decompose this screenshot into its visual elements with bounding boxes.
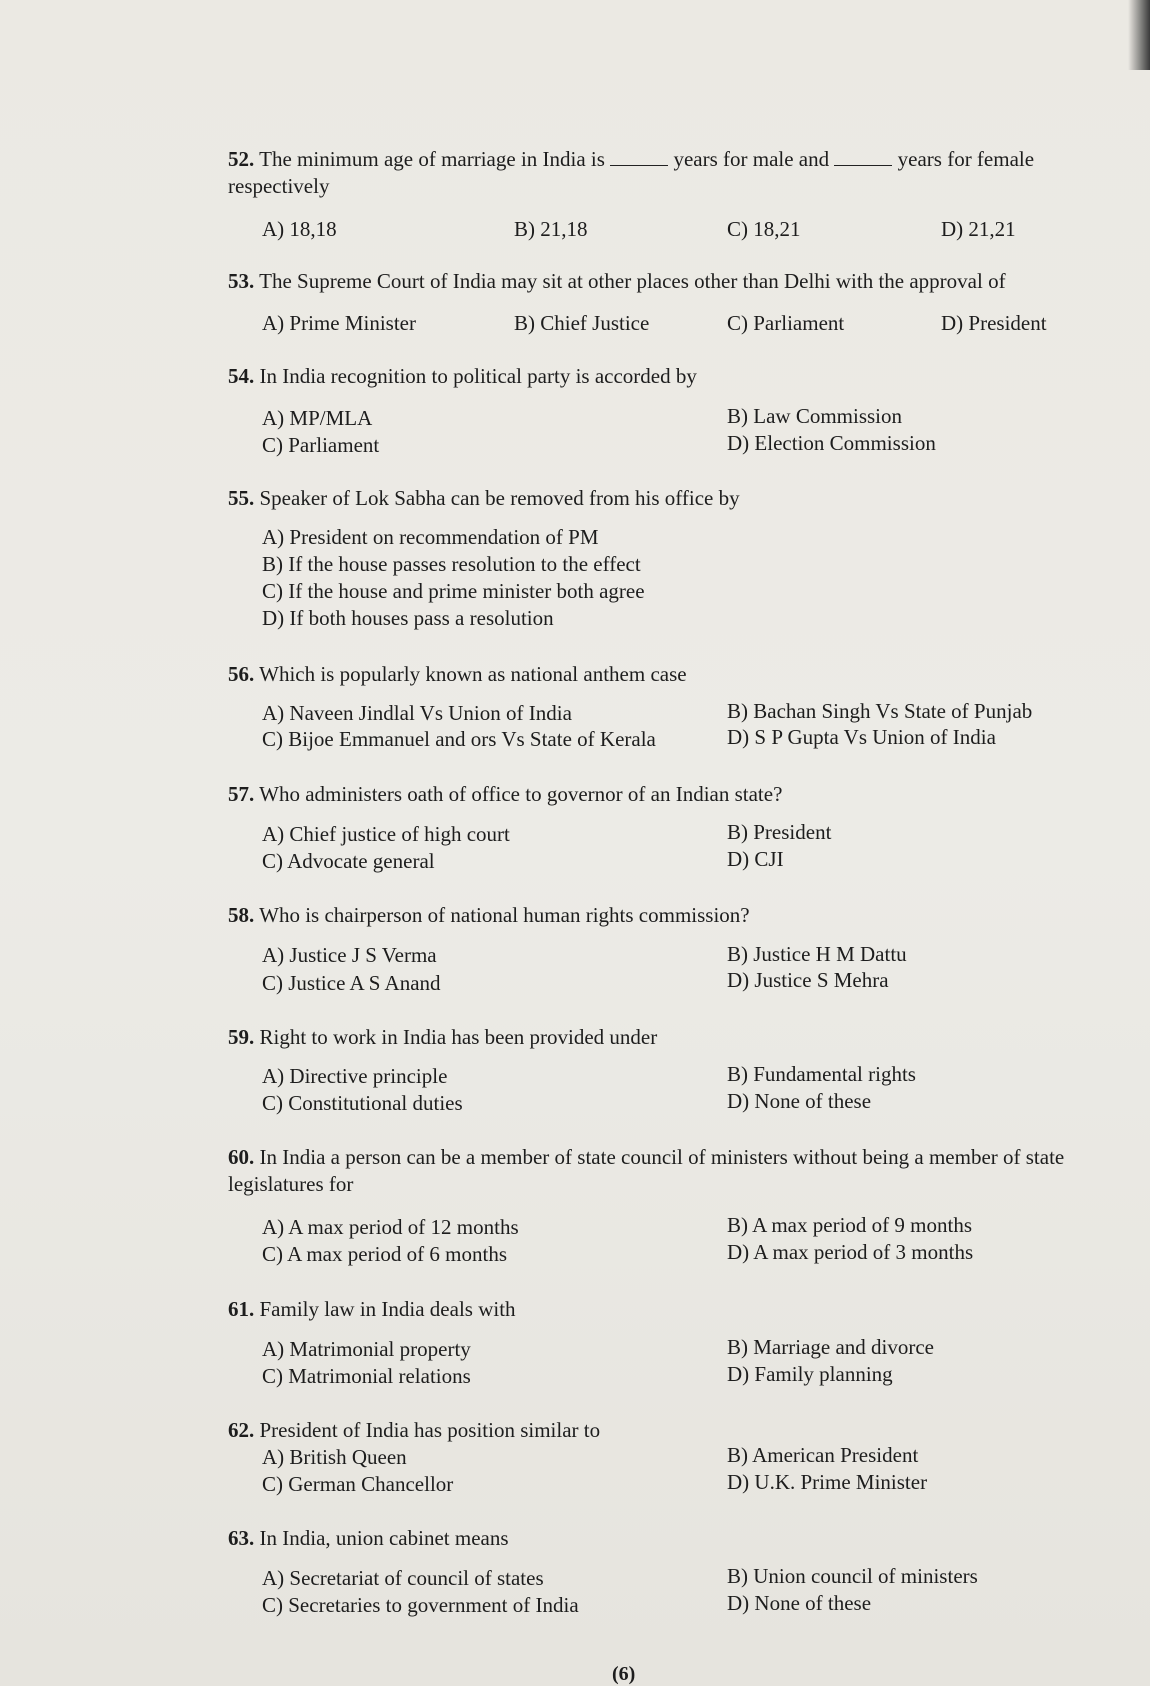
question-text: In India, union cabinet means: [259, 1526, 509, 1550]
question-text: Right to work in India has been provided under: [259, 1025, 658, 1049]
option-d: D) U.K. Prime Minister: [727, 1470, 928, 1494]
question-number: 52.: [228, 147, 255, 171]
question-56: [228, 661, 1113, 688]
option-c: C) 18,21: [727, 217, 801, 241]
option-d: D) None of these: [727, 1591, 872, 1615]
question-number: 55.: [228, 486, 255, 510]
option-d: D) Justice S Mehra: [727, 968, 889, 992]
option-c: C) A max period of 6 months: [262, 1242, 507, 1266]
option-b: B) President: [727, 820, 832, 844]
option-a: A) MP/MLA: [262, 406, 373, 430]
option-a: A) 18,18: [262, 217, 337, 241]
option-d: D) A max period of 3 months: [727, 1240, 974, 1264]
question-number: 56.: [228, 662, 255, 686]
option-b: B) Fundamental rights: [727, 1062, 916, 1086]
question-text: Family law in India deals with: [259, 1297, 516, 1321]
question-54: [228, 363, 1113, 390]
question-59: [228, 1024, 1113, 1051]
question-text-part2: years for male and: [673, 147, 830, 171]
option-c: C) Matrimonial relations: [262, 1364, 471, 1388]
option-c: C) Justice A S Anand: [262, 971, 441, 995]
question-text: Who administers oath of office to governor of an Indian state?: [259, 782, 783, 806]
question-number: 57.: [228, 782, 255, 806]
question-text: The Supreme Court of India may sit at other places other than Delhi with the approval of: [259, 269, 1006, 293]
question-text: In India recognition to political party is accorded by: [259, 364, 697, 388]
option-d: D) S P Gupta Vs Union of India: [727, 725, 996, 749]
option-a: A) Matrimonial property: [262, 1337, 471, 1361]
question-63: [228, 1525, 1113, 1552]
option-a: A) Chief justice of high court: [262, 822, 510, 846]
option-b: B) American President: [727, 1443, 919, 1467]
question-60: [228, 1144, 1113, 1198]
question-number: 62.: [228, 1418, 255, 1442]
option-b: B) Chief Justice: [514, 311, 650, 335]
question-number: 63.: [228, 1526, 255, 1550]
option-c: C) If the house and prime minister both agree: [262, 579, 645, 603]
option-d: D) President: [941, 311, 1047, 335]
question-57: [228, 781, 1113, 808]
option-c: C) Secretaries to government of India: [262, 1593, 579, 1617]
question-52: [228, 146, 1113, 200]
option-d: D) CJI: [727, 847, 784, 871]
option-a: A) Justice J S Verma: [262, 943, 437, 967]
question-62: [228, 1417, 1113, 1444]
question-text: Who is chairperson of national human rights commission?: [259, 903, 750, 927]
option-b: B) Marriage and divorce: [727, 1335, 934, 1359]
question-number: 59.: [228, 1025, 255, 1049]
option-a: A) Secretariat of council of states: [262, 1566, 544, 1590]
question-text-part1: The minimum age of marriage in India is: [259, 147, 605, 171]
page-number: (6): [612, 1663, 636, 1685]
option-b: B) Law Commission: [727, 404, 903, 428]
option-b: B) Bachan Singh Vs State of Punjab: [727, 699, 1033, 723]
option-a: A) Naveen Jindlal Vs Union of India: [262, 701, 572, 725]
option-a: A) British Queen: [262, 1445, 407, 1469]
question-58: [228, 902, 1113, 929]
question-53: [228, 268, 1113, 295]
question-text: President of India has position similar to: [259, 1418, 601, 1442]
option-c: C) German Chancellor: [262, 1472, 454, 1496]
option-c: C) Constitutional duties: [262, 1091, 463, 1115]
option-d: D) Family planning: [727, 1362, 893, 1386]
option-d: D) Election Commission: [727, 431, 936, 455]
option-c: C) Parliament: [727, 311, 845, 335]
option-c: C) Parliament: [262, 433, 380, 457]
option-d: D) 21,21: [941, 217, 1016, 241]
question-61: [228, 1296, 1113, 1323]
question-55: [228, 485, 1113, 512]
answer-blank: [610, 147, 668, 166]
question-number: 53.: [228, 269, 255, 293]
question-text: Which is popularly known as national anthem case: [259, 662, 687, 686]
option-a: A) President on recommendation of PM: [262, 525, 599, 549]
question-text-part3: years for female respectively: [228, 147, 1035, 198]
option-d: D) None of these: [727, 1089, 872, 1113]
question-number: 61.: [228, 1297, 255, 1321]
answer-blank: [834, 147, 892, 166]
option-c: C) Advocate general: [262, 849, 435, 873]
option-b: B) If the house passes resolution to the effect: [262, 552, 641, 576]
question-text: In India a person can be a member of state council of ministers without being a member of state legislatures for: [228, 1145, 1065, 1196]
option-b: B) Union council of ministers: [727, 1564, 978, 1588]
question-number: 60.: [228, 1145, 255, 1169]
option-b: B) A max period of 9 months: [727, 1213, 972, 1237]
option-c: C) Bijoe Emmanuel and ors Vs State of Kerala: [262, 727, 656, 751]
option-a: A) Prime Minister: [262, 311, 416, 335]
option-a: A) A max period of 12 months: [262, 1215, 519, 1239]
question-text: Speaker of Lok Sabha can be removed from his office by: [259, 486, 740, 510]
option-d: D) If both houses pass a resolution: [262, 606, 554, 630]
option-b: B) 21,18: [514, 217, 588, 241]
question-number: 58.: [228, 903, 255, 927]
question-number: 54.: [228, 364, 255, 388]
option-a: A) Directive principle: [262, 1064, 448, 1088]
option-b: B) Justice H M Dattu: [727, 942, 907, 966]
